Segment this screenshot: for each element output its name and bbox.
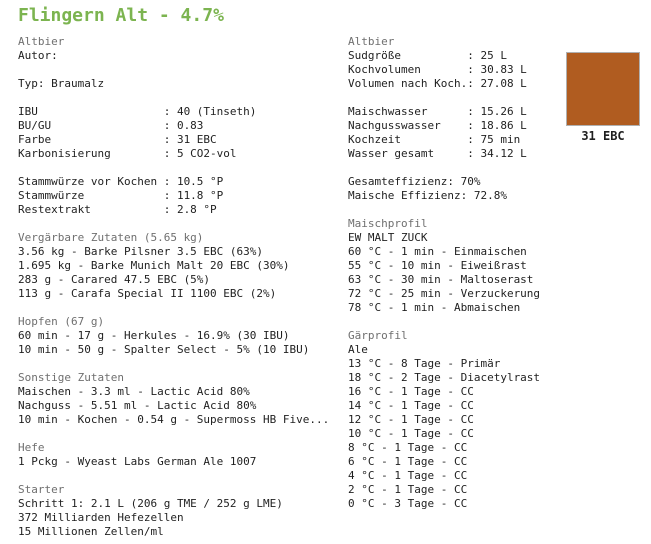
text-line: 14 °C - 1 Tage - CC xyxy=(348,399,474,412)
text-line: 283 g - Carared 47.5 EBC (5%) xyxy=(18,273,211,286)
blank-line xyxy=(18,301,329,315)
text-line: Restextrakt : 2.8 °P xyxy=(18,203,217,216)
ebc-swatch-label: 31 EBC xyxy=(581,129,625,143)
blank-line xyxy=(18,217,329,231)
text-line: 3.56 kg - Barke Pilsner 3.5 EBC (63%) xyxy=(18,245,264,258)
blank-line xyxy=(348,315,540,329)
text-line: 113 g - Carafa Special II 1100 EBC (2%) xyxy=(18,287,277,300)
text-line: Ale xyxy=(348,343,368,356)
ebc-color-swatch xyxy=(566,52,640,126)
text-line: 78 °C - 1 min - Abmaischen xyxy=(348,301,521,314)
text-line: 16 °C - 1 Tage - CC xyxy=(348,385,474,398)
text-line: Kochvolumen : 30.83 L xyxy=(348,63,527,76)
text-line: 10 °C - 1 Tage - CC xyxy=(348,427,474,440)
text-line: 2 °C - 1 Tage - CC xyxy=(348,483,468,496)
text-line: 6 °C - 1 Tage - CC xyxy=(348,455,468,468)
ebc-swatch xyxy=(566,52,640,143)
text-line: 60 °C - 1 min - Einmaischen xyxy=(348,245,527,258)
text-line: 10 min - Kochen - 0.54 g - Supermoss HB Five... xyxy=(18,413,330,426)
right-column xyxy=(348,35,540,511)
text-line: Nachgusswasser : 18.86 L xyxy=(348,119,527,132)
blank-line xyxy=(18,469,329,483)
text-line: IBU : 40 (Tinseth) xyxy=(18,105,257,118)
text-line: Stammwürze vor Kochen : 10.5 °P xyxy=(18,175,224,188)
text-line: Wasser gesamt : 34.12 L xyxy=(348,147,527,160)
text-line: 55 °C - 10 min - Eiweißrast xyxy=(348,259,527,272)
text-line: 0 °C - 3 Tage - CC xyxy=(348,497,468,510)
section-header: Hefe xyxy=(18,441,45,454)
text-line: 63 °C - 30 min - Maltoserast xyxy=(348,273,534,286)
text-line: 72 °C - 25 min - Verzuckerung xyxy=(348,287,541,300)
section-header: Starter xyxy=(18,483,65,496)
blank-line xyxy=(348,161,540,175)
text-line: Volumen nach Koch.: 27.08 L xyxy=(348,77,527,90)
section-header: Sonstige Zutaten xyxy=(18,371,124,384)
text-line: 12 °C - 1 Tage - CC xyxy=(348,413,474,426)
text-line: Nachguss - 5.51 ml - Lactic Acid 80% xyxy=(18,399,257,412)
section-header: Maischprofil xyxy=(348,217,428,230)
text-line: 15 Millionen Zellen/ml xyxy=(18,525,164,538)
blank-line xyxy=(348,203,540,217)
blank-line xyxy=(348,91,540,105)
blank-line xyxy=(18,91,329,105)
text-line: Autor: xyxy=(18,49,58,62)
text-line: Schritt 1: 2.1 L (206 g TME / 252 g LME) xyxy=(18,497,283,510)
text-line: 1.695 kg - Barke Munich Malt 20 EBC (30%) xyxy=(18,259,290,272)
section-header: Altbier xyxy=(348,35,395,48)
text-line: 1 Pckg - Wyeast Labs German Ale 1007 xyxy=(18,455,257,468)
text-line: 10 min - 50 g - Spalter Select - 5% (10 IBU) xyxy=(18,343,310,356)
text-line: EW MALT ZUCK xyxy=(348,231,428,244)
text-line: 8 °C - 1 Tage - CC xyxy=(348,441,468,454)
text-line: Maischwasser : 15.26 L xyxy=(348,105,527,118)
section-header: Hopfen (67 g) xyxy=(18,315,105,328)
blank-line xyxy=(18,427,329,441)
text-line: Maische Effizienz: 72.8% xyxy=(348,189,507,202)
section-header: Altbier xyxy=(18,35,65,48)
section-header: Gärprofil xyxy=(348,329,408,342)
text-line: 372 Milliarden Hefezellen xyxy=(18,511,184,524)
text-line: Maischen - 3.3 ml - Lactic Acid 80% xyxy=(18,385,250,398)
text-line: Karbonisierung : 5 CO2-vol xyxy=(18,147,237,160)
left-column xyxy=(18,35,329,539)
page-title: Flingern Alt - 4.7% xyxy=(18,5,224,26)
blank-line xyxy=(18,63,329,77)
text-line: Stammwürze : 11.8 °P xyxy=(18,189,224,202)
text-line: 18 °C - 2 Tage - Diacetylrast xyxy=(348,371,541,384)
text-line: Sudgröße : 25 L xyxy=(348,49,507,62)
blank-line xyxy=(18,161,329,175)
text-line: Farbe : 31 EBC xyxy=(18,133,217,146)
text-line: Typ: Braumalz xyxy=(18,77,105,90)
section-header: Vergärbare Zutaten (5.65 kg) xyxy=(18,231,204,244)
text-line: Kochzeit : 75 min xyxy=(348,133,521,146)
text-line: 4 °C - 1 Tage - CC xyxy=(348,469,468,482)
text-line: Gesamteffizienz: 70% xyxy=(348,175,481,188)
blank-line xyxy=(18,357,329,371)
text-line: 13 °C - 8 Tage - Primär xyxy=(348,357,501,370)
text-line: BU/GU : 0.83 xyxy=(18,119,204,132)
text-line: 60 min - 17 g - Herkules - 16.9% (30 IBU) xyxy=(18,329,290,342)
